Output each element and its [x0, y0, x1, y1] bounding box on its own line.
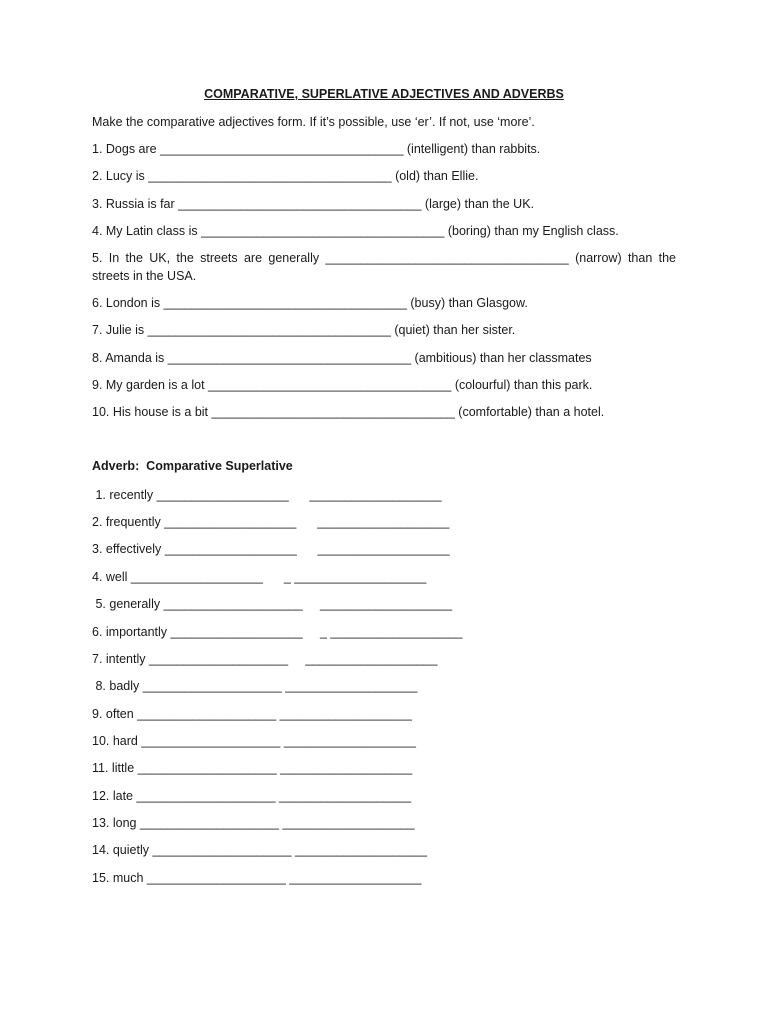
adverb-item-8: 8. badly ____________________ ___________________ [92, 679, 418, 693]
comparative-item-3: 3. Russia is far ___________________________________ (large) than the UK. [92, 197, 535, 211]
adverb-item-11: 11. little ____________________ ___________________ [92, 761, 413, 775]
adverb-item-2: 2. frequently ___________________ ___________________ [92, 515, 450, 529]
adverb-item-9: 9. often ____________________ ___________________ [92, 707, 412, 721]
comparative-item-5: 5. In the UK, the streets are generally ___________________________________ (narrow) than the streets in the USA. [92, 251, 676, 283]
comparative-item-10: 10. His house is a bit ___________________________________ (comfortable) than a hotel. [92, 405, 605, 419]
adverb-item-3: 3. effectively ___________________ ___________________ [92, 542, 450, 556]
adverb-item-12: 12. late ____________________ ___________________ [92, 789, 412, 803]
comparative-item-4: 4. My Latin class is ___________________________________ (boring) than my English class. [92, 224, 619, 238]
adverb-item-6: 6. importantly ___________________ _ ___________________ [92, 625, 463, 639]
comparative-item-9: 9. My garden is a lot ___________________________________ (colourful) than this park. [92, 378, 593, 392]
adverb-item-5: 5. generally ____________________ ___________________ [92, 597, 453, 611]
comparative-item-2: 2. Lucy is ___________________________________ (old) than Ellie. [92, 169, 479, 183]
adverb-item-4: 4. well ___________________ _ ___________________ [92, 570, 427, 584]
adverb-item-7: 7. intently ____________________ ___________________ [92, 652, 438, 666]
adverb-item-14: 14. quietly ____________________ ___________________ [92, 843, 428, 857]
comparative-item-8: 8. Amanda is ___________________________________ (ambitious) than her classmates [92, 351, 592, 365]
adverb-section-heading: Adverb: Comparative Superlative [92, 459, 293, 473]
comparative-item-1: 1. Dogs are ___________________________________ (intelligent) than rabbits. [92, 142, 541, 156]
instruction-text: Make the comparative adjectives form. If it’s possible, use ‘er’. If not, use ‘more’. [92, 115, 535, 129]
comparative-item-7: 7. Julie is ___________________________________ (quiet) than her sister. [92, 323, 516, 337]
comparative-item-6: 6. London is ___________________________________ (busy) than Glasgow. [92, 296, 528, 310]
adverb-item-1: 1. recently ___________________ ___________________ [92, 488, 442, 502]
adverb-item-13: 13. long ____________________ ___________________ [92, 816, 415, 830]
adverb-item-10: 10. hard ____________________ ___________________ [92, 734, 416, 748]
adverb-item-15: 15. much ____________________ ___________________ [92, 871, 422, 885]
worksheet-title: COMPARATIVE, SUPERLATIVE ADJECTIVES AND ADVERBS [204, 87, 564, 101]
